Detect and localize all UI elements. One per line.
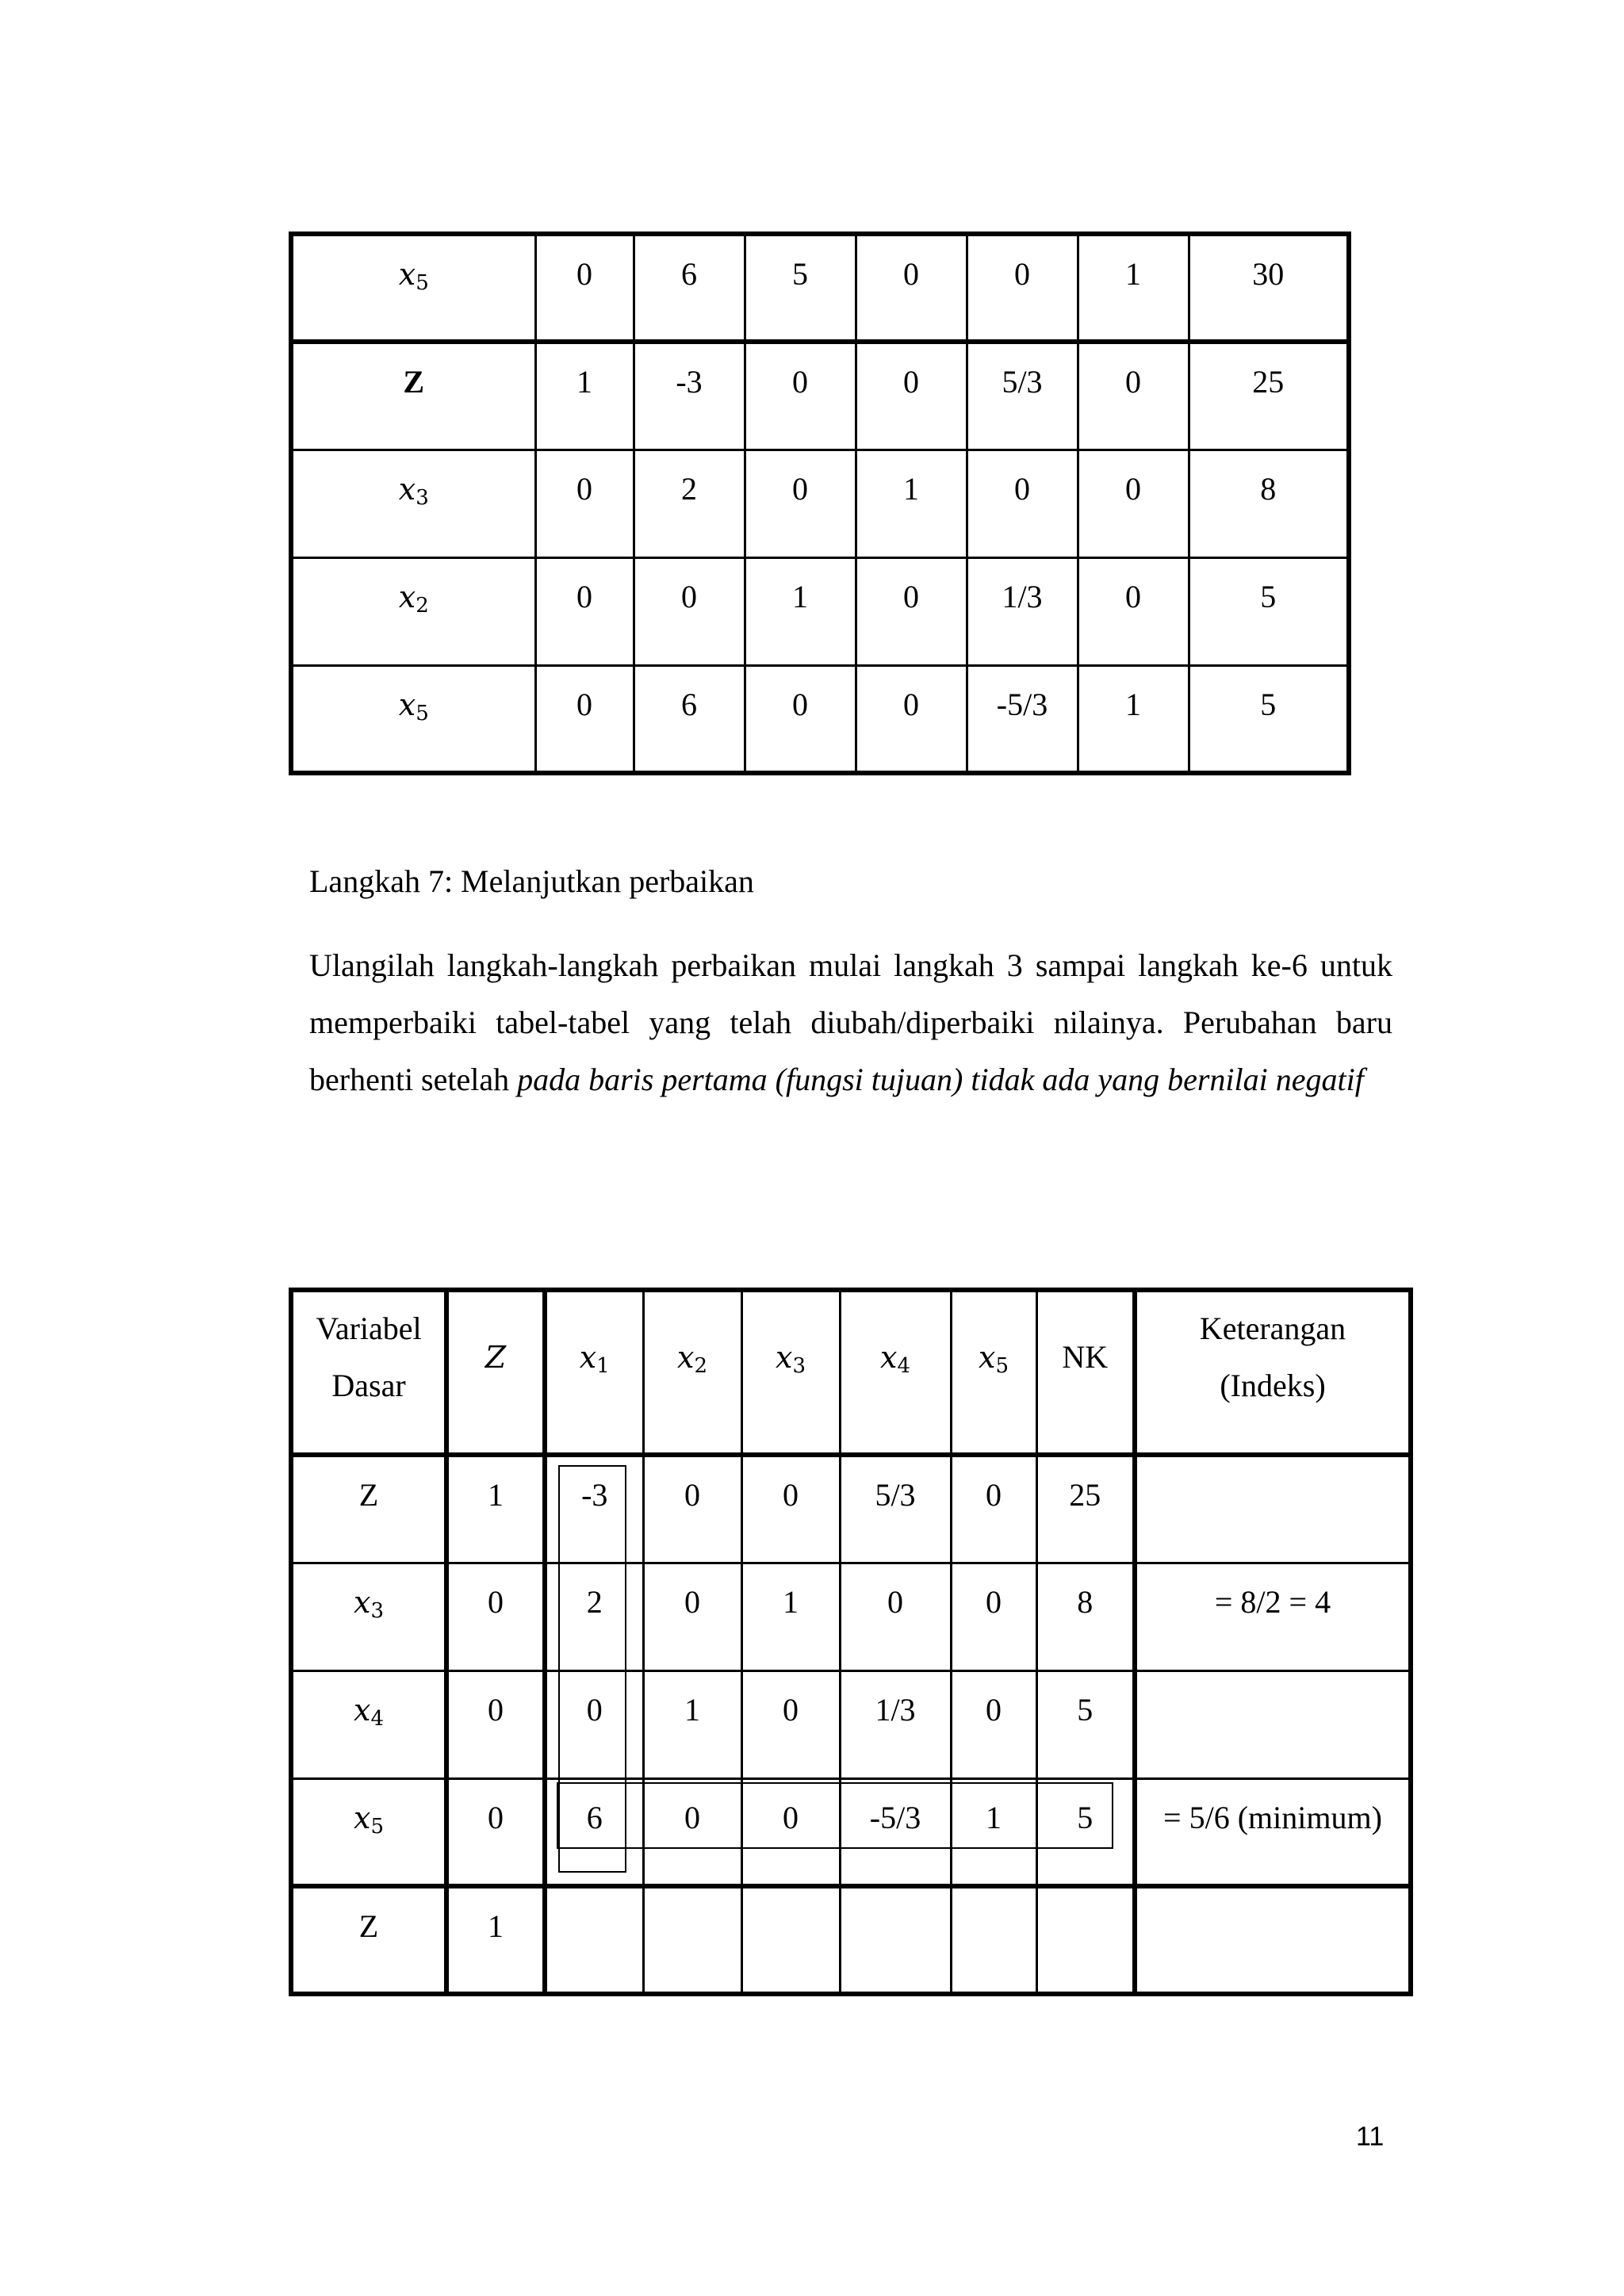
note-cell: = 5/6 (minimum): [1135, 1778, 1411, 1886]
table-row: [291, 1670, 1411, 1778]
cell: 1: [643, 1670, 741, 1778]
cell: 0: [856, 234, 967, 342]
base-variable-cell: Z: [291, 342, 535, 450]
cell: 5: [1189, 665, 1349, 773]
table-row: [291, 1455, 1411, 1563]
header-x3: $x_3$: [741, 1290, 840, 1455]
header-note: [1135, 1290, 1411, 1455]
cell: 0: [545, 1670, 643, 1778]
cell: [1036, 1886, 1135, 1994]
header-x5: $x_5$: [951, 1290, 1036, 1455]
cell: 0: [967, 234, 1078, 342]
cell: 0: [446, 1778, 545, 1886]
table-row: [291, 450, 1349, 557]
table-row: [291, 234, 1349, 342]
cell: 0: [446, 1563, 545, 1670]
table-row: [291, 557, 1349, 665]
header-text: (Indeks): [1220, 1368, 1326, 1403]
note-cell: [1135, 1886, 1411, 1994]
base-variable-cell: $x_5$: [291, 665, 535, 773]
base-variable-cell: $x_5$: [291, 1778, 446, 1886]
base-variable-cell: Z: [291, 1886, 446, 1994]
cell: 0: [745, 342, 856, 450]
simplex-table-continued: [289, 232, 1351, 775]
cell: 1: [856, 450, 967, 557]
paragraph-italic-text: pada baris pertama (fungsi tujuan) tidak ada yang bernilai negatif: [517, 1062, 1364, 1097]
cell: 1: [745, 557, 856, 665]
cell: 1: [446, 1886, 545, 1994]
header-x2: $x_2$: [643, 1290, 741, 1455]
base-variable-cell: $x_2$: [291, 557, 535, 665]
base-variable-cell: $x_3$: [291, 1563, 446, 1670]
header-text: Keterangan: [1199, 1311, 1346, 1346]
cell: 5: [1036, 1670, 1135, 1778]
cell: 1/3: [840, 1670, 951, 1778]
cell: 0: [951, 1455, 1036, 1563]
base-variable-cell: $x_3$: [291, 450, 535, 557]
base-variable-cell: $x_4$: [291, 1670, 446, 1778]
note-cell: = 8/2 = 4: [1135, 1563, 1411, 1670]
cell: 0: [535, 450, 634, 557]
paragraph-text: Ulangilah langkah-langkah perbaikan mulai langkah 3 sampai langkah ke-6 untuk memperbaiki tabel-tabel yang telah diubah/diperbaiki nilainya. Perubahan baru berhenti setelah: [309, 947, 1392, 1097]
header-text: Variabel: [316, 1311, 422, 1346]
cell: 0: [535, 234, 634, 342]
cell: 0: [741, 1778, 840, 1886]
table-row: [291, 665, 1349, 773]
cell: 0: [856, 342, 967, 450]
table-row: [291, 342, 1349, 450]
cell: 0: [634, 557, 745, 665]
cell: 0: [951, 1563, 1036, 1670]
cell: 0: [643, 1778, 741, 1886]
cell: 6: [634, 665, 745, 773]
cell: 0: [840, 1563, 951, 1670]
base-variable-cell: Z: [291, 1455, 446, 1563]
cell: 1: [446, 1455, 545, 1563]
table-row: [291, 1886, 1411, 1994]
cell: -3: [634, 342, 745, 450]
cell: 2: [545, 1563, 643, 1670]
simplex-table-iteration: [289, 1288, 1413, 1996]
cell: [643, 1886, 741, 1994]
cell: 0: [967, 450, 1078, 557]
step-title: Langkah 7: Melanjutkan perbaikan: [309, 863, 754, 899]
cell: 0: [951, 1670, 1036, 1778]
cell: 5/3: [840, 1455, 951, 1563]
cell: 0: [535, 557, 634, 665]
step-paragraph: [309, 937, 1392, 1108]
table-row: [291, 1563, 1411, 1670]
cell: 25: [1189, 342, 1349, 450]
header-z: Z: [446, 1290, 545, 1455]
cell: [840, 1886, 951, 1994]
cell: 0: [741, 1670, 840, 1778]
cell: 30: [1189, 234, 1349, 342]
header-text: Dasar: [331, 1368, 406, 1403]
note-cell: [1135, 1455, 1411, 1563]
header-x4: $x_4$: [840, 1290, 951, 1455]
cell: 0: [1078, 450, 1189, 557]
cell: 8: [1189, 450, 1349, 557]
cell: 1: [741, 1563, 840, 1670]
cell: [741, 1886, 840, 1994]
cell: 0: [643, 1563, 741, 1670]
cell: 0: [745, 450, 856, 557]
cell: [951, 1886, 1036, 1994]
table-header-row: [291, 1290, 1411, 1455]
cell: 5: [1189, 557, 1349, 665]
cell: 0: [856, 665, 967, 773]
cell: -3: [545, 1455, 643, 1563]
cell: 25: [1036, 1455, 1135, 1563]
cell: 0: [643, 1455, 741, 1563]
cell: 0: [856, 557, 967, 665]
cell: -5/3: [840, 1778, 951, 1886]
cell: 1: [951, 1778, 1036, 1886]
cell: 0: [446, 1670, 545, 1778]
cell: 6: [634, 234, 745, 342]
cell: 0: [1078, 342, 1189, 450]
header-base-variable: [291, 1290, 446, 1455]
cell: 1: [1078, 234, 1189, 342]
cell: 0: [745, 665, 856, 773]
cell: 0: [1078, 557, 1189, 665]
cell: 1/3: [967, 557, 1078, 665]
table-row: [291, 1778, 1411, 1886]
cell: 1: [535, 342, 634, 450]
cell: 0: [741, 1455, 840, 1563]
page-number: 11: [1356, 2122, 1385, 2152]
base-variable-cell: $x_5$: [291, 234, 535, 342]
cell: 6: [545, 1778, 643, 1886]
cell: -5/3: [967, 665, 1078, 773]
note-cell: [1135, 1670, 1411, 1778]
cell: [545, 1886, 643, 1994]
cell: 0: [535, 665, 634, 773]
cell: 8: [1036, 1563, 1135, 1670]
cell: 5/3: [967, 342, 1078, 450]
header-x1: $x_1$: [545, 1290, 643, 1455]
cell: 2: [634, 450, 745, 557]
cell: 1: [1078, 665, 1189, 773]
cell: 5: [1036, 1778, 1135, 1886]
header-nk: NK: [1036, 1290, 1135, 1455]
cell: 5: [745, 234, 856, 342]
